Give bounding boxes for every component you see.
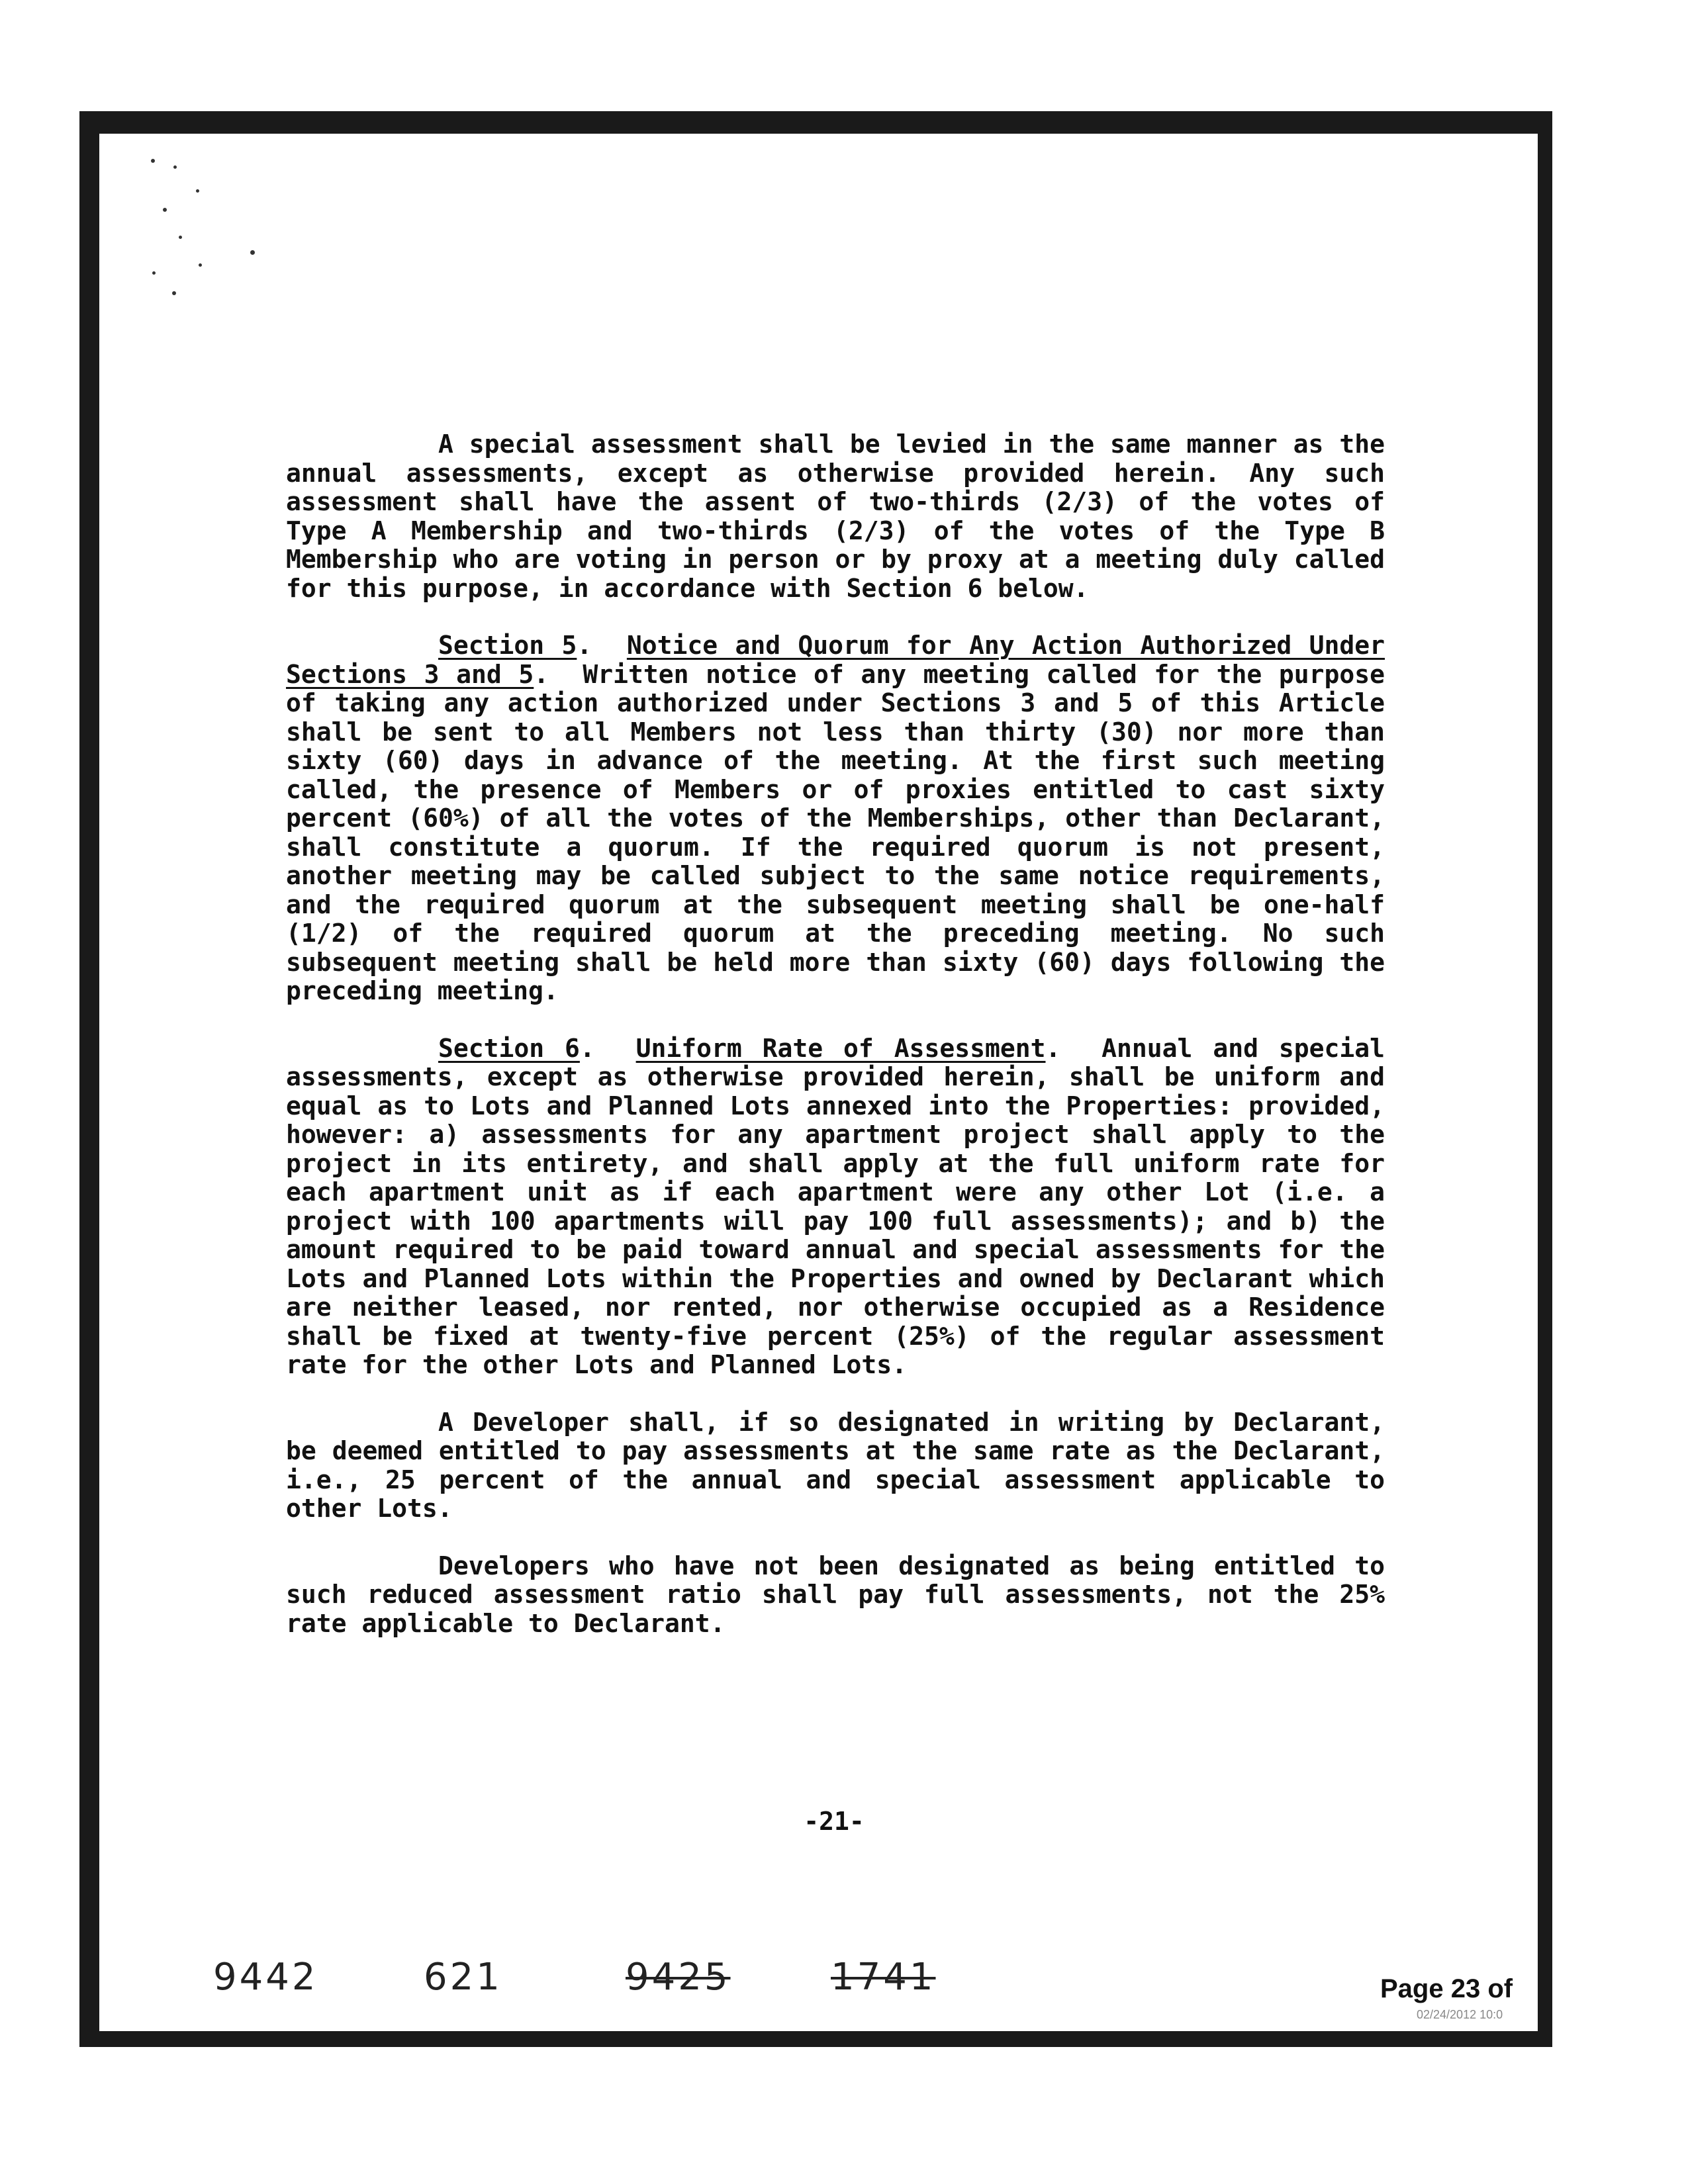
scan-speck (151, 159, 155, 163)
old-book-stamp: 9425 (626, 1956, 731, 1999)
paragraph-special-assessment: A special assessment shall be levied in the same manner as the annual assessments, except as otherwise provided herein. Any such assessment shall have the assent of two-thirds (2/3) of the votes of Type A Membership and two-thirds (2/3) of the votes of the Type B Membership who are voting in person or by proxy at a meeting duly called for this purpose, in accordance with Section 6 below. (286, 430, 1385, 603)
paragraph-developer: A Developer shall, if so designated in writing by Declarant, be deemed entitled to pay assessments at the same rate as the Declarant, i.e., 25 percent of the annual and special assessment applicable to other Lots. (286, 1407, 1385, 1523)
old-page-stamp: 1741 (831, 1956, 936, 1999)
page-stamp: 621 (424, 1956, 502, 1999)
section-6: Section 6. Uniform Rate of Assessment. Annual and special assessments, except as otherwise provided herein, shall be uniform and equal as to Lots and Planned Lots annexed into the Properties: provided, however: a) assessments for any apartment project shall apply to the project in its entirety, and shall apply at the full uniform rate for each apartment unit as if each apartment were any other Lot (i.e. a project with 100 apartments will pay 100 full assessments); and b) the amount required to be paid toward annual and special assessments for the Lots and Planned Lots within the Properties and owned by Declarant which are neither leased, nor rented, nor otherwise occupied as a Residence shall be fixed at twenty-five percent (25%) of the regular assessment rate for the other Lots and Planned Lots. (286, 1033, 1385, 1379)
scan-speck (152, 271, 156, 275)
section-5-body: Written notice of any meeting called for the purpose of taking any action authorized under Sections 3 and 5 of this Article shall be sent to all Members not less than thirty (30) nor more than sixty (60) days in advance of the meeting. At the first such meeting called, the presence of Members or of proxies entitled to cast sixty percent (60%) of all the votes of the Memberships, other than Declarant, shall constitute a quorum. If the required quorum is not present, another meeting may be called subject to the same notice requirements, and the required quorum at the subsequent meeting shall be one-half (1/2) of the required quorum at the preceding meeting. No such subsequent meeting shall be held more than sixty (60) days following the preceding meeting. (286, 659, 1385, 1005)
page-number: -21- (804, 1807, 865, 1836)
book-stamp: 9442 (213, 1956, 318, 1999)
section-6-body: Annual and special assessments, except as otherwise provided herein, shall be uniform and equal as to Lots and Planned Lots annexed into the Properties: provided, however: a) assessments for any apartment project shall apply to the project in its entirety, and shall apply at the full uniform rate for each apartment unit as if each apartment were any other Lot (i.e. a project with 100 apartments will pay 100 full assessments); and b) the amount required to be paid toward annual and special assessments for the Lots and Planned Lots within the Properties and owned by Declarant which are neither leased, nor rented, nor otherwise occupied as a Residence shall be fixed at twenty-five percent (25%) of the regular assessment rate for the other Lots and Planned Lots. (286, 1033, 1385, 1379)
scan-speck (196, 189, 199, 193)
section-6-title: Uniform Rate of Assessment (635, 1033, 1046, 1063)
scan-timestamp: 02/24/2012 10:0 (1417, 2008, 1503, 2021)
section-5-label: Section 5 (438, 631, 577, 660)
scan-speck (199, 263, 202, 267)
page-of-label: Page 23 of (1380, 1974, 1513, 2003)
paragraph-developers-not-designated: Developers who have not been designated as being entitled to such reduced assessment ratio shall pay full assessments, not the 25% rate applicable to Declarant. (286, 1551, 1385, 1638)
scan-speck (173, 165, 177, 169)
scan-speck (163, 208, 167, 212)
scan-speck (172, 291, 176, 295)
section-6-label: Section 6 (438, 1033, 580, 1063)
section-5: Section 5. Notice and Quorum for Any Action Authorized Under Sections 3 and 5. Written notice of any meeting called for the purpose of taking any action authorized under Sections 3 and 5 of this Article shall be sent to all Members not less than thirty (30) nor more than sixty (60) days in advance of the meeting. At the first such meeting called, the presence of Members or of proxies entitled to cast sixty percent (60%) of all the votes of the Memberships, other than Declarant, shall constitute a quorum. If the required quorum is not present, another meeting may be called subject to the same notice requirements, and the required quorum at the subsequent meeting shall be one-half (1/2) of the required quorum at the preceding meeting. No such subsequent meeting shall be held more than sixty (60) days following the preceding meeting. (286, 631, 1385, 1005)
scan-speck (179, 236, 182, 239)
scan-speck (250, 250, 255, 255)
document-body (286, 430, 1385, 1666)
section-5-title: Notice and Quorum for Any Action Authorized Under Sections 3 and 5 (286, 631, 1385, 689)
